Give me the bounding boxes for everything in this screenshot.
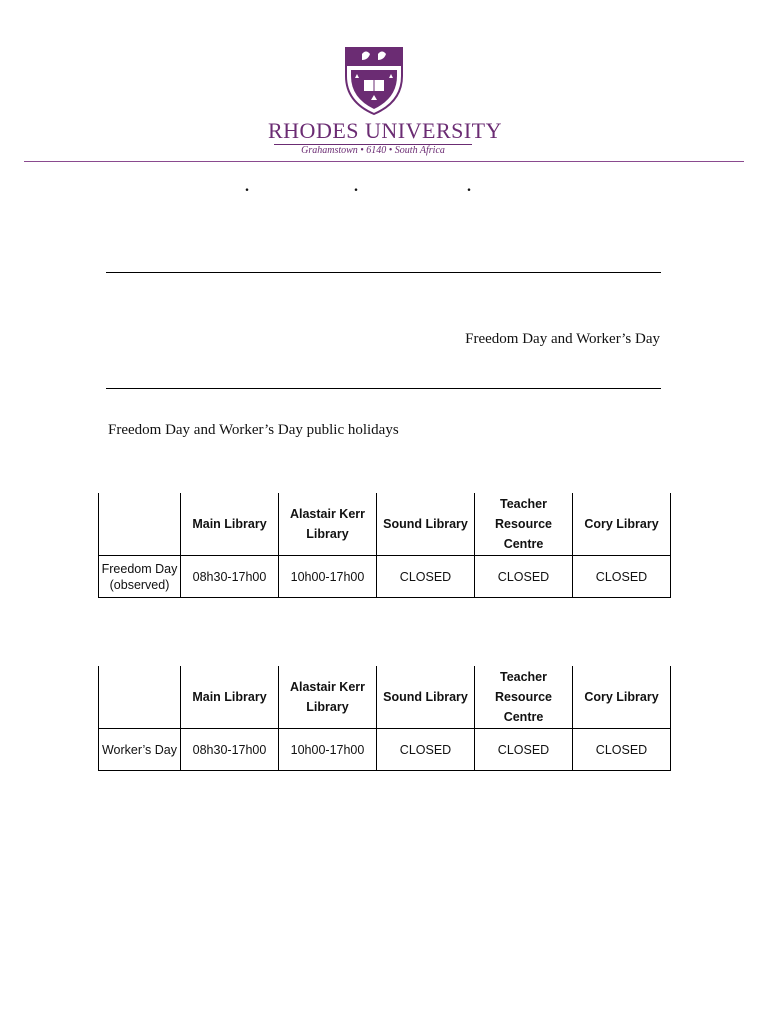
intro-text: Freedom Day and Worker’s Day public holidays <box>108 422 399 438</box>
table-cell: 10h00-17h00 <box>279 729 377 771</box>
column-header: Alastair Kerr Library <box>279 666 377 729</box>
table-cell: CLOSED <box>377 556 475 598</box>
table-cell: 08h30-17h00 <box>181 729 279 771</box>
header-divider <box>24 161 744 162</box>
column-header: Sound Library <box>377 493 475 556</box>
title-top-rule <box>106 272 661 273</box>
table-row <box>99 556 671 598</box>
column-header <box>99 493 181 556</box>
header-dot: . <box>467 178 471 195</box>
document-title: Freedom Day and Worker’s Day <box>465 331 660 347</box>
table-cell: CLOSED <box>573 556 671 598</box>
row-label: Worker’s Day <box>99 729 181 771</box>
table-header-row <box>99 666 671 729</box>
column-header: Cory Library <box>573 666 671 729</box>
column-header: Teacher Resource Centre <box>475 493 573 556</box>
table-header-row <box>99 493 671 556</box>
table-cell: 08h30-17h00 <box>181 556 279 598</box>
column-header: Cory Library <box>573 493 671 556</box>
table-cell: CLOSED <box>573 729 671 771</box>
column-header <box>99 666 181 729</box>
university-logo <box>268 46 502 160</box>
header-dot: . <box>245 178 249 195</box>
university-address: Grahamstown • 6140 • South Africa <box>301 145 445 156</box>
header-dot: . <box>354 178 358 195</box>
column-header: Alastair Kerr Library <box>279 493 377 556</box>
table-cell: CLOSED <box>377 729 475 771</box>
column-header: Main Library <box>181 493 279 556</box>
title-bottom-rule <box>106 388 661 389</box>
table-cell: CLOSED <box>475 556 573 598</box>
column-header: Teacher Resource Centre <box>475 666 573 729</box>
column-header: Sound Library <box>377 666 475 729</box>
university-crest-icon <box>344 46 404 116</box>
table-row <box>99 729 671 771</box>
freedom-day-hours-table <box>98 493 671 598</box>
university-name: RHODES UNIVERSITY <box>268 118 502 143</box>
table-cell: CLOSED <box>475 729 573 771</box>
row-label: Freedom Day (observed) <box>99 556 181 598</box>
workers-day-hours-table <box>98 666 671 771</box>
column-header: Main Library <box>181 666 279 729</box>
table-cell: 10h00-17h00 <box>279 556 377 598</box>
